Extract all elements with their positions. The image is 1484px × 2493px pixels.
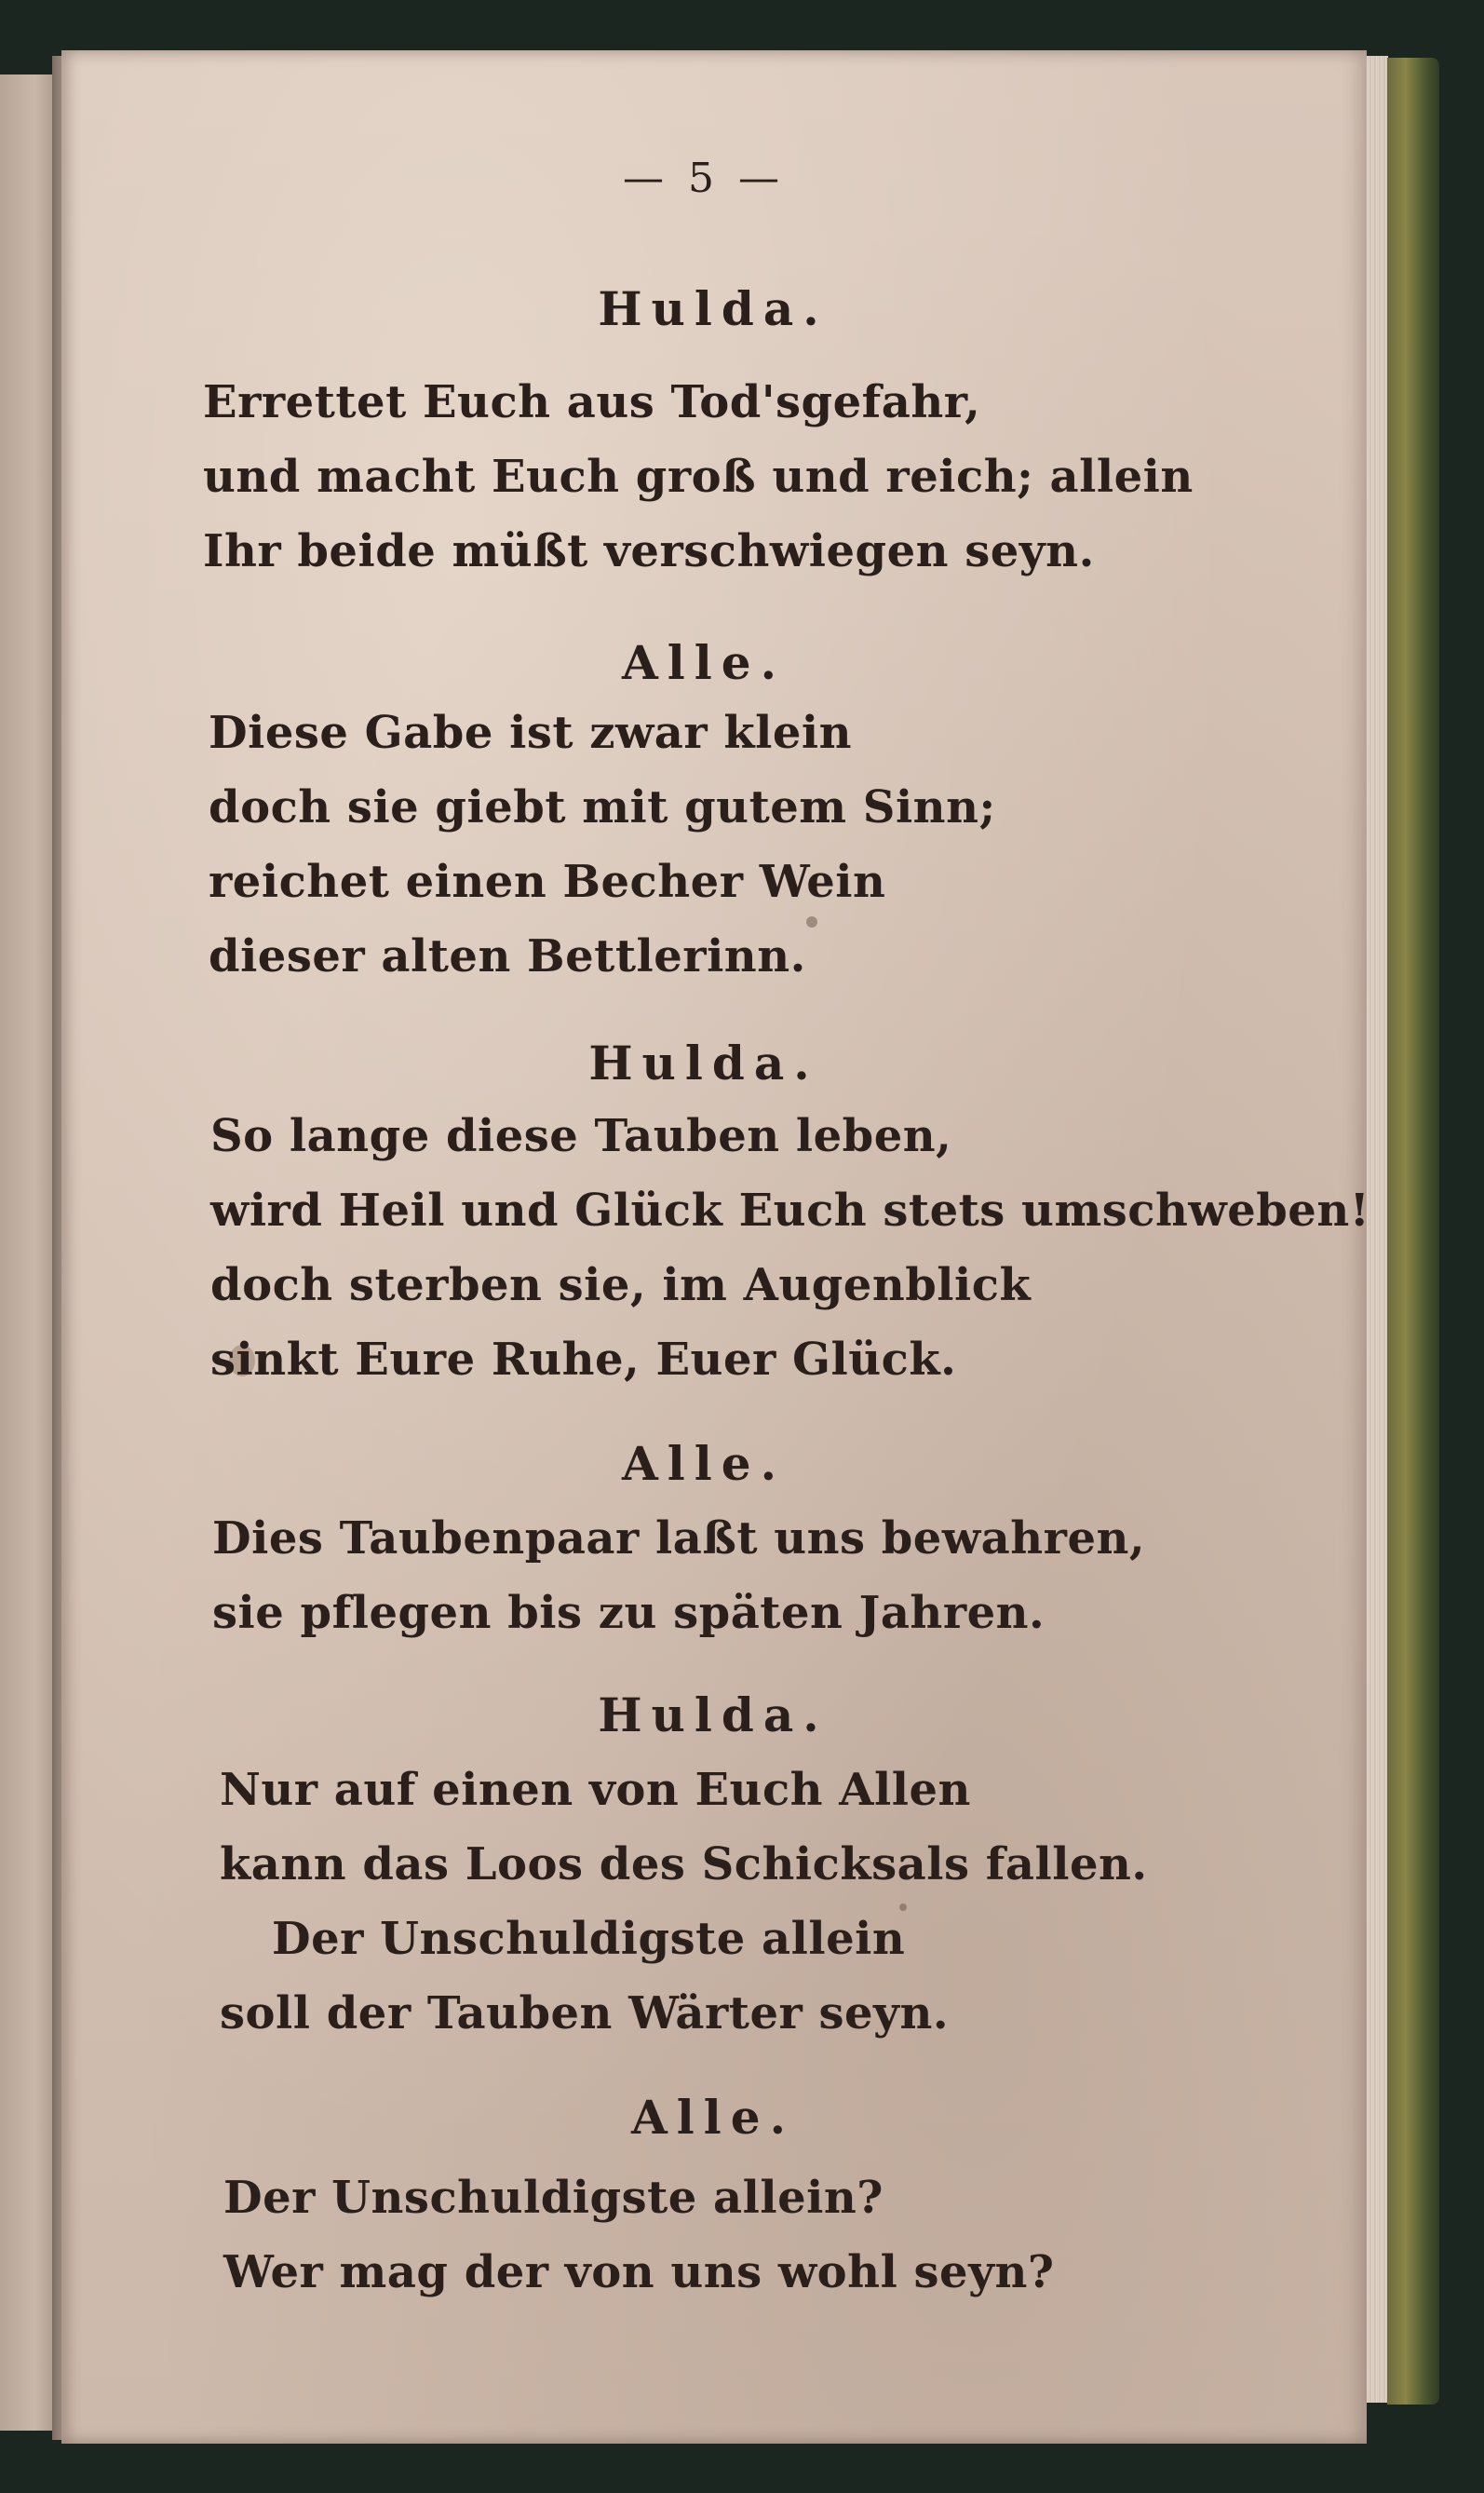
verse-line: Dies Taubenpaar laßt uns bewahren, (212, 1512, 1146, 1565)
verse-line: reichet einen Becher Wein (209, 856, 886, 908)
left-page-edge (0, 75, 58, 2431)
page-text (61, 50, 1370, 2444)
verse-line: Der Unschuldigste allein (272, 1913, 906, 1965)
verse-line: doch sie giebt mit gutem Sinn; (209, 781, 996, 833)
verse-line: dieser alten Bettlerinn. (209, 930, 806, 982)
book-cover-edge (1387, 58, 1439, 2405)
verse-line: und macht Euch groß und reich; allein (203, 451, 1194, 503)
verse-line: soll der Tauben Wärter seyn. (220, 1987, 950, 2039)
verse-line: So lange diese Tauben leben, (210, 1110, 952, 1162)
speaker-heading: Alle. (621, 635, 786, 690)
speaker-heading: Hulda. (598, 281, 829, 336)
verse-line: Ihr beide müßt verschwiegen seyn. (203, 525, 1095, 577)
speaker-heading: Hulda. (588, 1036, 819, 1091)
speaker-heading: Alle. (621, 1436, 786, 1491)
verse-line: Nur auf einen von Euch Allen (220, 1764, 971, 1816)
speaker-heading: Hulda. (598, 1687, 829, 1742)
verse-line: wird Heil und Glück Euch stets umschweben! (210, 1185, 1370, 1237)
verse-line: sinkt Eure Ruhe, Euer Glück. (210, 1334, 957, 1386)
verse-line: doch sterben sie, im Augenblick (210, 1259, 1032, 1311)
verse-line: kann das Loos des Schicksals fallen. (220, 1838, 1148, 1890)
verse-line: Errettet Euch aus Tod'sgefahr, (203, 376, 981, 428)
page-number: — 5 — (623, 155, 785, 202)
book-page (61, 50, 1370, 2444)
verse-line: Wer mag der von uns wohl seyn? (223, 2246, 1055, 2298)
verse-line: Der Unschuldigste allein? (223, 2172, 884, 2224)
verse-line: Diese Gabe ist zwar klein (209, 707, 853, 759)
speaker-heading: Alle. (630, 2090, 795, 2145)
verse-line: sie pflegen bis zu späten Jahren. (212, 1587, 1046, 1639)
